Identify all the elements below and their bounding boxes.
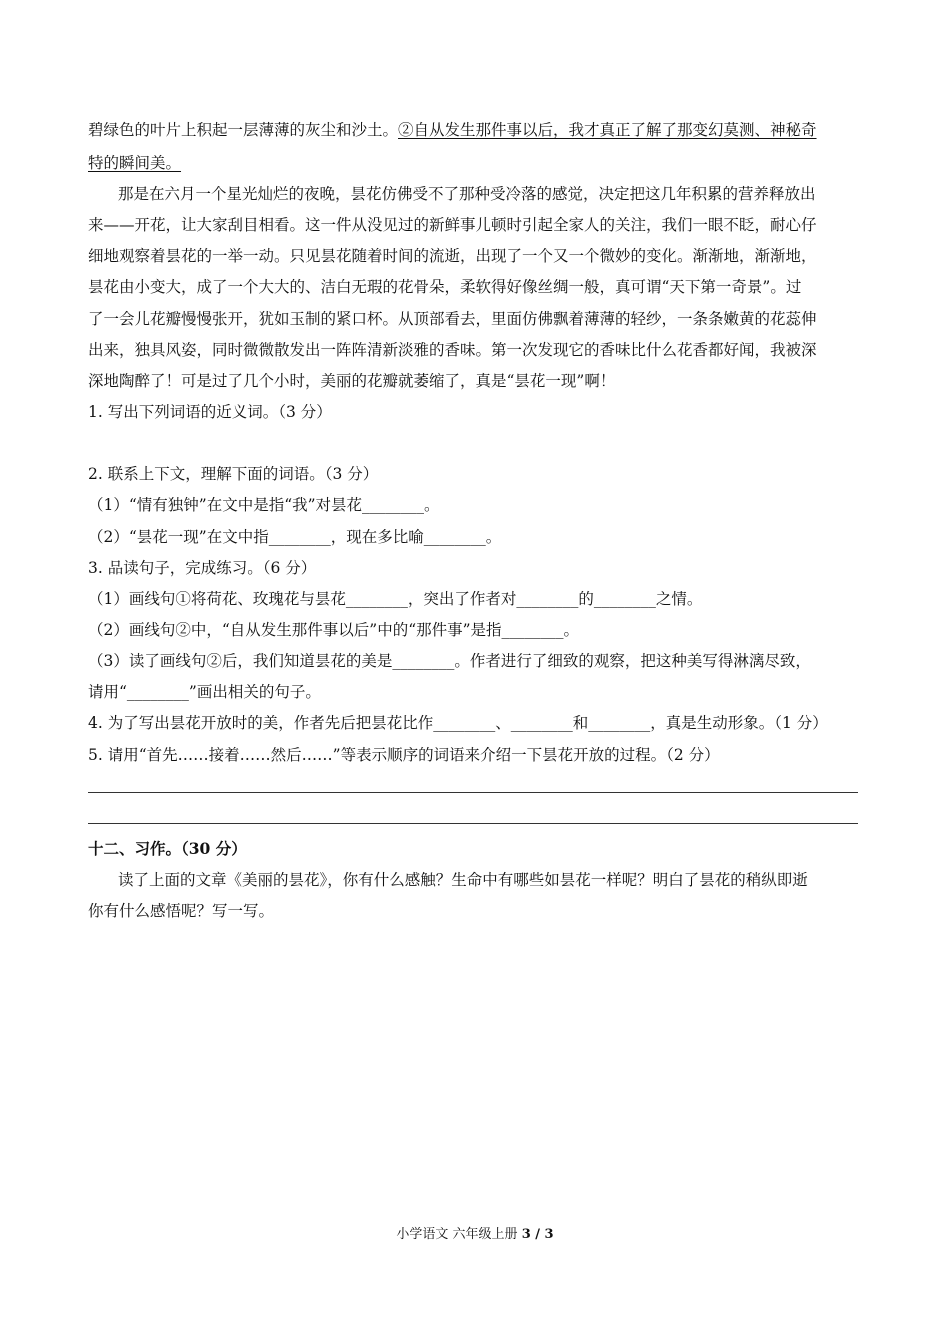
question-3-sub-1: （1）画线句①将荷花、玫瑰花与昙花________，突出了作者对________的________之情。 [88, 590, 703, 608]
composition-prompt-line-2: 你有什么感悟呢？写一写。 [88, 902, 275, 920]
passage-line-1-text: 碧绿色的叶片上积起一层薄薄的灰尘和沙土。 [88, 121, 399, 139]
underlined-sentence-2-part-2: 特的瞬间美。 [88, 154, 182, 172]
question-3-sub-3-cont: 请用“________”画出相关的句子。 [88, 683, 321, 701]
answer-line-1[interactable] [88, 792, 858, 793]
question-3-title: 3. 品读句子，完成练习。（6 分） [88, 559, 317, 577]
question-2-title: 2. 联系上下文，理解下面的词语。（3 分） [88, 465, 379, 483]
footer-subject: 小学语文 六年级上册 [396, 1227, 522, 1242]
paragraph-line: 深地陶醉了！可是过了几个小时，美丽的花瓣就萎缩了，真是“昙花一现”啊！ [88, 372, 616, 390]
question-4-title: 4. 为了写出昙花开放时的美，作者先后把昙花比作________、________和________，真是生动形象。（1 分） [88, 714, 828, 732]
paragraph-line: 那是在六月一个星光灿烂的夜晚，昙花仿佛受不了那种受冷落的感觉，决定把这几年积累的营养释放出 [118, 185, 816, 203]
answer-line-2[interactable] [88, 823, 858, 824]
question-2-sub-2: （2）“昙花一现”在文中指________，现在多比喻________。 [88, 528, 502, 546]
paragraph-line: 来——开花，让大家刮目相看。这一件从没见过的新鲜事儿顿时引起全家人的关注，我们一眼不眨，耐心仔 [88, 216, 817, 234]
composition-prompt-line-1: 读了上面的文章《美丽的昙花》，你有什么感触？生命中有哪些如昙花一样呢？明白了昙花的稍纵即逝 [118, 871, 808, 889]
composition-heading: 十二、习作。（30 分） [88, 839, 247, 858]
question-3-sub-2: （2）画线句②中，“自从发生那件事以后”中的“那件事”是指________。 [88, 621, 580, 639]
paragraph-line: 细地观察着昙花的一举一动。只见昙花随着时间的流逝，出现了一个又一个微妙的变化。渐渐地，渐渐地， [88, 247, 817, 265]
question-5-title: 5. 请用“首先……接着……然后……”等表示顺序的词语来介绍一下昙花开放的过程。（2 分） [88, 746, 720, 764]
page-number: 3 / 3 [521, 1227, 554, 1242]
paragraph-line: 昙花由小变大，成了一个大大的、洁白无瑕的花骨朵，柔软得好像丝绸一般，真可谓“天下第一奇景”。过 [88, 278, 802, 296]
page-footer [0, 1226, 950, 1244]
question-3-sub-3: （3）读了画线句②后，我们知道昙花的美是________。作者进行了细致的观察，把这种美写得淋漓尽致， [88, 652, 811, 670]
question-2-sub-1: （1）“情有独钟”在文中是指“我”对昙花________。 [88, 496, 440, 514]
paragraph-line: 了一会儿花瓣慢慢张开，犹如玉制的紧口杯。从顶部看去，里面仿佛飘着薄薄的轻纱，一条条嫩黄的花蕊伸 [88, 310, 817, 328]
passage-line-1 [88, 120, 864, 140]
underlined-sentence-2-part-1: ②自从发生那件事以后，我才真正了解了那变幻莫测、神秘奇 [398, 121, 817, 139]
question-1-title: 1. 写出下列词语的近义词。（3 分） [88, 403, 332, 421]
paragraph-line: 出来，独具风姿，同时微微散发出一阵阵清新淡雅的香味。第一次发现它的香味比什么花香都好闻，我被深 [88, 341, 817, 359]
passage-line-2 [88, 153, 864, 173]
